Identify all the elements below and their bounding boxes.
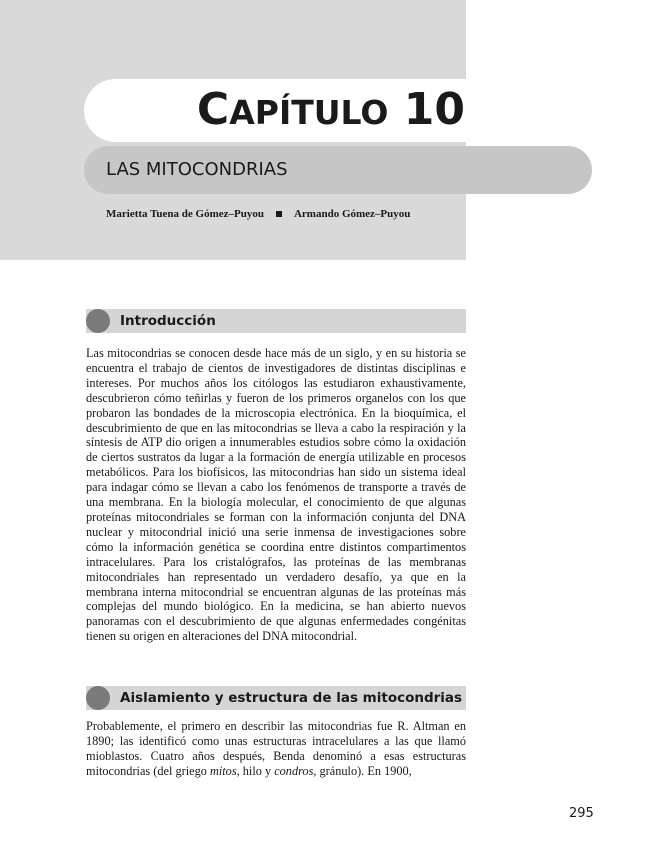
paragraph-aislamiento-part-b: , hilo y [236,763,275,778]
author-separator [276,211,282,217]
section-bullet-icon [86,686,110,710]
chapter-subtitle: LAS MITOCONDRIAS [106,159,288,180]
paragraph-introduccion: Las mitocondrias se conocen desde hace más de un siglo, y en su historia se encuentra el trabajo de cientos de investigadores de distintas disciplinas e intereses. Por muchos años los citólogos las estudiaron exhaustivamente, descubrieron cómo teñirlas y fueron de los primeros organelos con los que probaron las bondades de la microscopia electrónica. En la bioquímica, el descubrimiento de que en las mitocondrias se lleva a cabo la respiración y la síntesis de ATP dio origen a innumerables estudios sobre cómo la oxidación de ciertos sustratos da lugar a la formación de energía utilizable en procesos metabólicos. Para los biofísicos, las mitocondrias han sido un sistema ideal para indagar cómo se llevan a cabo los fenómenos de transporte a través de una membrana. En la biología molecular, el conocimiento de que algunas proteínas mitocondriales se forman con la información conjunta del DNA nuclear y mitocondrial inició una serie inmensa de investigaciones sobre cómo la información genética se coordina entre distintos compartimentos intracelulares. Para los cristalógrafos, las proteínas de las membranas mitocondriales han representado un verdadero desafío, ya que en la membrana interna mitocondrial se encuentran algunas de las proteínas más complejas del mundo biológico. En la medicina, se han abierto nuevos panoramas con el descubrimiento de que algunas enfermedades congénitas tienen su origen en alteraciones del DNA mitocondrial. [86,346,466,644]
chapter-title [197,82,465,141]
chapter-title-initial: C [196,84,230,135]
author-first: Marietta Tuena de Gómez–Puyou [106,208,264,220]
section-title-aislamiento: Aislamiento y estructura de las mitocondrias [120,690,463,706]
term-condros: condros [274,763,314,778]
chapter-title-rest: APÍTULO [229,93,389,132]
authors-line [106,207,410,221]
author-second: Armando Gómez–Puyou [293,208,411,220]
paragraph-aislamiento-part-a: Probablemente, el primero en describir las mitocondrias fue R. Altman en 1890; las identificó como unas estructuras intracelulares a las que llamó mioblastos. Cuatro años después, Benda denominó a esas estructuras mitocondrias (del griego [86,719,466,778]
page-number: 295 [569,806,594,821]
chapter-number: 10 [403,84,465,135]
term-mitos: mitos [209,763,237,778]
paragraph-aislamiento-part-c: , gránulo). En 1900, [313,763,412,778]
paragraph-aislamiento [86,719,466,779]
section-bullet-icon [86,309,110,333]
section-title-introduccion: Introducción [120,313,216,329]
